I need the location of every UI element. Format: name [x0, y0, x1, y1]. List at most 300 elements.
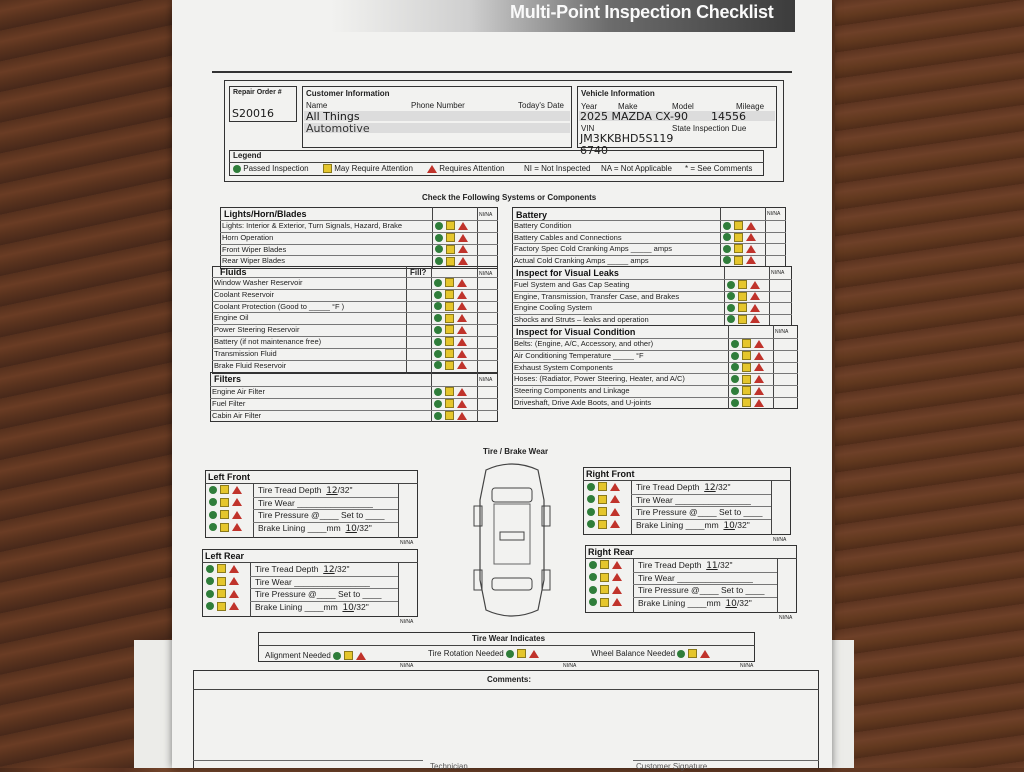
fluids-fill-label: Fill?	[410, 268, 427, 277]
status-icons[interactable]	[723, 221, 756, 231]
wear-label: Tire Wear	[638, 572, 675, 583]
status-icons[interactable]	[434, 349, 467, 359]
tire-status-icons[interactable]	[206, 602, 239, 612]
rotation-label: Tire Rotation Needed	[428, 649, 504, 658]
legend-passed-label: Passed Inspection	[243, 164, 309, 173]
tire-nina: NI/NA	[400, 619, 414, 625]
tire-row: Tire Pressure @____ Set to ____	[258, 510, 385, 520]
red-triangle-icon	[529, 650, 539, 658]
green-check-icon	[731, 352, 739, 360]
red-triangle-icon	[229, 590, 239, 598]
tire-nina: NI/NA	[779, 615, 793, 621]
technician-label: Technician	[430, 762, 468, 771]
legend-requires-label: Requires Attention	[439, 164, 505, 173]
tire-row: Brake Lining ____mm 10/32"	[638, 597, 752, 609]
green-check-icon	[206, 565, 214, 573]
tread-label: Tire Tread Depth	[638, 560, 702, 570]
checklist-item-label: Battery (if not maintenance free)	[214, 337, 322, 346]
brake-suffix: /32"	[356, 522, 372, 533]
yellow-square-icon	[220, 485, 229, 494]
red-triangle-icon	[232, 486, 242, 494]
checklist-item-label: Rear Wiper Blades	[222, 256, 285, 266]
lights-col-divider	[432, 207, 433, 269]
green-check-icon	[587, 495, 595, 503]
checklist-item-label: Battery Condition	[514, 221, 572, 230]
tire-row: Tire Pressure @____ Set to ____	[638, 585, 765, 595]
legend-see-comments: * = See Comments	[685, 164, 753, 173]
tire-nina: NI/NA	[400, 540, 414, 546]
yellow-square-icon	[598, 507, 607, 516]
yellow-square-icon	[446, 221, 455, 230]
brake-mm-label: mm	[706, 597, 721, 608]
checklist-item-label: Shocks and Struts – leaks and operation	[514, 314, 649, 324]
tire-box-divider	[205, 483, 418, 484]
red-triangle-icon	[746, 222, 756, 230]
checklist-item-label: Engine Oil	[214, 313, 249, 323]
brake-suffix: /32"	[734, 519, 750, 530]
tire-status-icons[interactable]	[589, 598, 622, 608]
filters-col-divider	[431, 372, 432, 422]
tire-box-col-divider-2	[771, 480, 772, 535]
green-check-icon	[723, 256, 731, 264]
green-check-icon	[434, 302, 442, 310]
green-check-icon	[435, 257, 443, 265]
brake-suffix: /32"	[736, 597, 752, 608]
tire-box-col-divider	[633, 558, 634, 613]
tire-status-icons[interactable]	[209, 498, 242, 508]
red-triangle-icon	[229, 565, 239, 573]
red-triangle-icon	[232, 498, 242, 506]
tread-value: 12	[704, 483, 716, 493]
status-icons[interactable]	[723, 244, 756, 254]
checklist-item-label: Fuel Filter	[212, 399, 246, 408]
red-triangle-icon	[754, 352, 764, 360]
brake-mm-label: mm	[326, 522, 341, 533]
status-icons[interactable]	[727, 315, 760, 325]
customer-info-header: Customer Information	[306, 89, 390, 98]
tire-box-header: Right Rear	[588, 547, 634, 557]
red-triangle-icon	[750, 315, 760, 323]
yellow-square-icon	[742, 351, 751, 360]
condition-nina: NI/NA	[775, 329, 789, 335]
status-icons[interactable]	[731, 363, 764, 373]
yellow-square-icon	[445, 302, 454, 311]
tire-row: Brake Lining ____mm 10/32"	[258, 522, 372, 534]
green-check-icon	[434, 361, 442, 369]
green-check-icon	[727, 304, 735, 312]
green-check-icon	[209, 523, 217, 531]
checklist-item-label: Hoses: (Radiator, Power Steering, Heater, and A/C)	[514, 374, 685, 384]
yellow-square-icon	[600, 585, 609, 594]
checklist-item-label: Air Conditioning Temperature _____ °F	[514, 350, 644, 360]
tire-status-icons[interactable]	[589, 573, 622, 583]
green-check-icon	[435, 222, 443, 230]
tire-status-icons[interactable]	[587, 482, 620, 492]
tire-box-divider	[585, 558, 797, 559]
brake-label: Brake Lining	[255, 601, 303, 612]
yellow-square-icon	[217, 564, 226, 573]
red-triangle-icon	[458, 222, 468, 230]
status-icons[interactable]	[731, 374, 764, 384]
customer-name-label: Name	[306, 101, 328, 110]
tire-row: Tire Wear ________________	[258, 497, 373, 508]
tire-status-icons[interactable]	[206, 577, 239, 587]
status-icons[interactable]	[723, 233, 756, 243]
tread-suffix: /32"	[337, 485, 353, 495]
yellow-square-icon	[738, 303, 747, 312]
tire-status-icons[interactable]	[209, 523, 242, 533]
green-check-icon	[206, 577, 214, 585]
green-check-icon	[589, 561, 597, 569]
tire-row	[255, 564, 350, 575]
tire-status-icons[interactable]	[209, 510, 242, 520]
yellow-square-icon	[445, 290, 454, 299]
brake-mm-label: mm	[704, 519, 719, 530]
vehicle-state-inspection-label: State Inspection Due	[672, 124, 747, 133]
green-check-icon	[727, 281, 735, 289]
tread-value: 12	[326, 486, 338, 496]
status-icons[interactable]	[727, 292, 760, 302]
checklist-item-label: Lights: Interior & Exterior, Turn Signals, Hazard, Brake	[222, 221, 403, 230]
status-icons[interactable]	[434, 302, 467, 312]
status-icons[interactable]	[435, 245, 468, 255]
form-title: Multi-Point Inspection Checklist	[510, 2, 774, 22]
brake-mm-label: mm	[323, 601, 338, 612]
green-check-icon	[589, 598, 597, 606]
red-triangle-icon	[229, 577, 239, 585]
red-triangle-icon	[750, 281, 760, 289]
tire-box-col-divider	[253, 483, 254, 538]
red-triangle-icon	[457, 291, 467, 299]
status-icons[interactable]	[434, 411, 467, 421]
yellow-square-icon	[734, 221, 743, 230]
green-check-icon	[587, 483, 595, 491]
checklist-item-label: Coolant Protection (Good to _____ °F )	[214, 301, 345, 311]
red-triangle-icon	[457, 326, 467, 334]
checklist-item-label: Driveshaft, Drive Axle Boots, and U-joints	[514, 398, 652, 407]
lights-header: Lights/Horn/Blades	[224, 209, 307, 219]
tire-box-header: Left Rear	[205, 551, 245, 561]
red-triangle-icon	[610, 495, 620, 503]
red-triangle-icon	[754, 340, 764, 348]
status-icons[interactable]	[727, 303, 760, 313]
green-check-icon	[434, 279, 442, 287]
leaks-header: Inspect for Visual Leaks	[516, 268, 619, 278]
tread-label: Tire Tread Depth	[258, 485, 322, 495]
set-to-label: Set to	[720, 585, 744, 595]
status-icons[interactable]	[723, 256, 756, 266]
fluids-nina: NI/NA	[479, 271, 493, 277]
wear-label: Tire Wear	[258, 497, 295, 508]
brake-value: 10	[345, 523, 357, 534]
yellow-square-icon	[445, 337, 454, 346]
rotation-nina: NI/NA	[563, 663, 577, 669]
vehicle-vin-line-1: JM3KKBHD5S119	[580, 132, 674, 145]
filters-header: Filters	[214, 374, 242, 384]
yellow-square-icon	[445, 325, 454, 334]
alignment-nina: NI/NA	[400, 663, 414, 669]
fluids-col-divider-3	[477, 266, 478, 374]
yellow-square-icon	[446, 257, 455, 266]
tire-status-icons[interactable]	[206, 589, 239, 599]
tire-status-icons[interactable]	[589, 585, 622, 595]
status-icons[interactable]	[731, 398, 764, 408]
red-triangle-icon	[754, 399, 764, 407]
check-heading: Check the Following Systems or Components	[422, 193, 597, 202]
green-check-icon	[209, 486, 217, 494]
legend-divider	[229, 162, 764, 163]
tire-box-col-divider	[631, 480, 632, 535]
checklist-item-label: Engine, Transmission, Transfer Case, and Brakes	[514, 291, 680, 301]
customer-phone-label: Phone Number	[411, 101, 465, 110]
checklist-item-label: Steering Components and Linkage	[514, 386, 630, 396]
wear-label: Tire Wear	[636, 494, 673, 505]
status-icons[interactable]	[434, 278, 467, 288]
green-check-icon	[435, 234, 443, 242]
yellow-square-icon	[738, 280, 747, 289]
title-rule	[212, 71, 792, 73]
checklist-item-label: Engine Cooling System	[514, 303, 592, 312]
status-icons[interactable]	[731, 386, 764, 396]
red-triangle-icon	[229, 602, 239, 610]
legend-may	[320, 164, 413, 174]
tire-row: Tire Wear ________________	[636, 494, 751, 505]
checklist-item-label: Fuel System and Gas Cap Seating	[514, 280, 630, 289]
status-icons[interactable]	[727, 280, 760, 290]
yellow-square-icon	[738, 292, 747, 301]
tire-status-icons[interactable]	[206, 564, 239, 574]
signature-label: Customer Signature	[636, 762, 708, 771]
tire-box-col-divider-2	[777, 558, 778, 613]
filters-col-divider-2	[477, 372, 478, 422]
tire-box-divider	[202, 562, 418, 563]
status-icons[interactable]	[435, 233, 468, 243]
battery-col-divider-2	[765, 207, 766, 267]
tire-status-icons[interactable]	[587, 520, 620, 530]
tire-status-icons[interactable]	[589, 560, 622, 570]
red-triangle-icon	[457, 361, 467, 369]
pressure-label: Tire Pressure @	[638, 585, 700, 595]
status-icons[interactable]	[731, 351, 764, 361]
yellow-square-icon	[598, 520, 607, 529]
tire-box-header: Left Front	[208, 472, 250, 482]
alignment-label: Alignment Needed	[265, 651, 331, 660]
yellow-square-icon	[445, 349, 454, 358]
brake-value: 10	[342, 602, 354, 613]
yellow-square-icon	[742, 363, 751, 372]
tire-wear-header: Tire Wear Indicates	[472, 634, 546, 643]
tire-row: Brake Lining ____mm 10/32"	[636, 519, 750, 531]
green-check-icon	[587, 508, 595, 516]
vehicle-mileage-label: Mileage	[736, 102, 765, 111]
red-triangle-icon	[750, 292, 760, 300]
checklist-item-label: Horn Operation	[222, 232, 274, 242]
yellow-square-icon	[600, 573, 609, 582]
yellow-square-icon	[220, 523, 229, 532]
red-triangle-icon	[232, 511, 242, 519]
green-check-icon	[731, 375, 739, 383]
vehicle-year-make-model: 2025 MAZDA CX-90	[580, 110, 688, 123]
checklist-item-label: Exhaust System Components	[514, 362, 613, 372]
vehicle-mileage-value: 14556	[711, 110, 746, 123]
yellow-square-icon	[738, 315, 747, 324]
status-icons[interactable]	[434, 399, 467, 409]
checklist-item-label: Window Washer Reservoir	[214, 278, 303, 287]
yellow-square-icon	[445, 314, 454, 323]
green-check-icon	[727, 292, 735, 300]
red-triangle-icon	[457, 350, 467, 358]
red-triangle-icon	[427, 165, 437, 173]
yellow-square-icon	[734, 256, 743, 265]
red-triangle-icon	[754, 375, 764, 383]
customer-date-label: Today's Date	[518, 101, 564, 110]
pressure-label: Tire Pressure @	[258, 510, 320, 520]
green-check-icon	[434, 291, 442, 299]
green-check-icon	[589, 586, 597, 594]
yellow-square-icon	[445, 387, 454, 396]
yellow-square-icon	[217, 589, 226, 598]
red-triangle-icon	[750, 304, 760, 312]
red-triangle-icon	[457, 338, 467, 346]
checklist-item-label: Factory Spec Cold Cranking Amps _____ amps	[514, 244, 672, 253]
battery-col-divider	[720, 207, 721, 267]
yellow-square-icon	[688, 649, 697, 658]
condition-header: Inspect for Visual Condition	[516, 327, 636, 337]
battery-header: Battery	[516, 210, 548, 220]
tire-box-col-divider	[250, 562, 251, 617]
green-check-icon	[206, 602, 214, 610]
green-check-icon	[731, 340, 739, 348]
checklist-item-label: Actual Cold Cranking Amps _____ amps	[514, 255, 649, 265]
red-triangle-icon	[746, 245, 756, 253]
green-check-icon	[434, 350, 442, 358]
green-check-icon	[723, 222, 731, 230]
tire-box-col-divider-2	[398, 562, 399, 617]
green-check-icon	[209, 511, 217, 519]
green-check-icon	[731, 387, 739, 395]
legend-ni: NI = Not Inspected	[524, 164, 591, 173]
yellow-square-icon	[517, 649, 526, 658]
status-icons[interactable]	[434, 337, 467, 347]
lights-col-divider-2	[477, 207, 478, 269]
pressure-label: Tire Pressure @	[255, 589, 317, 599]
repair-order-value: S20016	[232, 107, 274, 120]
tire-status-icons[interactable]	[587, 507, 620, 517]
red-triangle-icon	[746, 256, 756, 264]
vehicle-model-label: Model	[672, 102, 694, 111]
yellow-square-icon	[600, 598, 609, 607]
tread-value: 11	[706, 561, 718, 571]
leaks-nina: NI/NA	[771, 270, 785, 276]
rotation-needed	[428, 649, 539, 659]
status-icons[interactable]	[434, 313, 467, 323]
yellow-square-icon	[598, 482, 607, 491]
red-triangle-icon	[700, 650, 710, 658]
status-icons[interactable]	[435, 256, 468, 266]
red-triangle-icon	[612, 586, 622, 594]
technician-line	[193, 760, 423, 761]
set-to-label: Set to	[337, 589, 361, 599]
legend-may-label: May Require Attention	[334, 164, 413, 173]
vehicle-vin-line-2: 6740	[580, 144, 608, 157]
tread-label: Tire Tread Depth	[636, 482, 700, 492]
brake-label: Brake Lining	[258, 522, 306, 533]
tire-brake-heading: Tire / Brake Wear	[483, 447, 549, 456]
tread-suffix: /32"	[715, 482, 731, 492]
green-check-icon	[434, 412, 442, 420]
checklist-item-label: Power Steering Reservoir	[214, 325, 300, 335]
checklist-item-label: Engine Air Filter	[212, 387, 265, 396]
yellow-square-icon	[220, 510, 229, 519]
brake-suffix: /32"	[353, 601, 369, 612]
red-triangle-icon	[746, 233, 756, 241]
tire-row	[258, 485, 353, 496]
tread-suffix: /32"	[717, 560, 733, 570]
status-icons[interactable]	[434, 387, 467, 397]
yellow-square-icon	[742, 386, 751, 395]
tire-status-icons[interactable]	[587, 495, 620, 505]
red-triangle-icon	[356, 652, 366, 660]
tire-row: Tire Pressure @____ Set to ____	[255, 589, 382, 599]
lights-nina: NI/NA	[479, 212, 493, 218]
vehicle-info-header: Vehicle Information	[581, 89, 655, 98]
tire-row: Tire Wear ________________	[255, 576, 370, 587]
status-icons[interactable]	[434, 290, 467, 300]
fluids-col-divider	[406, 266, 407, 374]
green-check-icon	[434, 400, 442, 408]
battery-nina: NI/NA	[767, 211, 781, 217]
customer-name-line-1: All Things	[306, 110, 360, 123]
red-triangle-icon	[612, 561, 622, 569]
brake-label: Brake Lining	[636, 519, 684, 530]
yellow-square-icon	[445, 411, 454, 420]
tire-status-icons[interactable]	[209, 485, 242, 495]
yellow-square-icon	[446, 233, 455, 242]
vehicle-vin-label: VIN	[581, 124, 595, 133]
fluids-col-divider-2	[431, 266, 432, 374]
yellow-square-icon	[734, 244, 743, 253]
brake-value: 10	[725, 598, 737, 609]
red-triangle-icon	[458, 257, 468, 265]
green-check-icon	[209, 498, 217, 506]
green-check-icon	[727, 315, 735, 323]
yellow-square-icon	[445, 278, 454, 287]
yellow-square-icon	[217, 577, 226, 586]
tire-wear-divider	[258, 645, 755, 646]
yellow-square-icon	[742, 398, 751, 407]
status-icons[interactable]	[731, 339, 764, 349]
status-icons[interactable]	[434, 361, 467, 371]
checklist-item-label: Coolant Reservoir	[214, 289, 275, 299]
red-triangle-icon	[610, 483, 620, 491]
green-check-icon	[434, 326, 442, 334]
balance-label: Wheel Balance Needed	[591, 649, 676, 658]
comments-divider	[193, 689, 819, 690]
checklist-item-label: Brake Fluid Reservoir	[214, 360, 287, 370]
red-triangle-icon	[458, 234, 468, 242]
red-triangle-icon	[610, 520, 620, 528]
status-icons[interactable]	[435, 221, 468, 231]
pressure-label: Tire Pressure @	[636, 507, 698, 517]
green-check-icon	[435, 245, 443, 253]
red-triangle-icon	[458, 245, 468, 253]
status-icons[interactable]	[434, 325, 467, 335]
red-triangle-icon	[457, 302, 467, 310]
brake-value: 10	[723, 520, 735, 531]
yellow-square-icon	[217, 602, 226, 611]
leaks-col-divider	[724, 266, 725, 326]
red-triangle-icon	[457, 400, 467, 408]
